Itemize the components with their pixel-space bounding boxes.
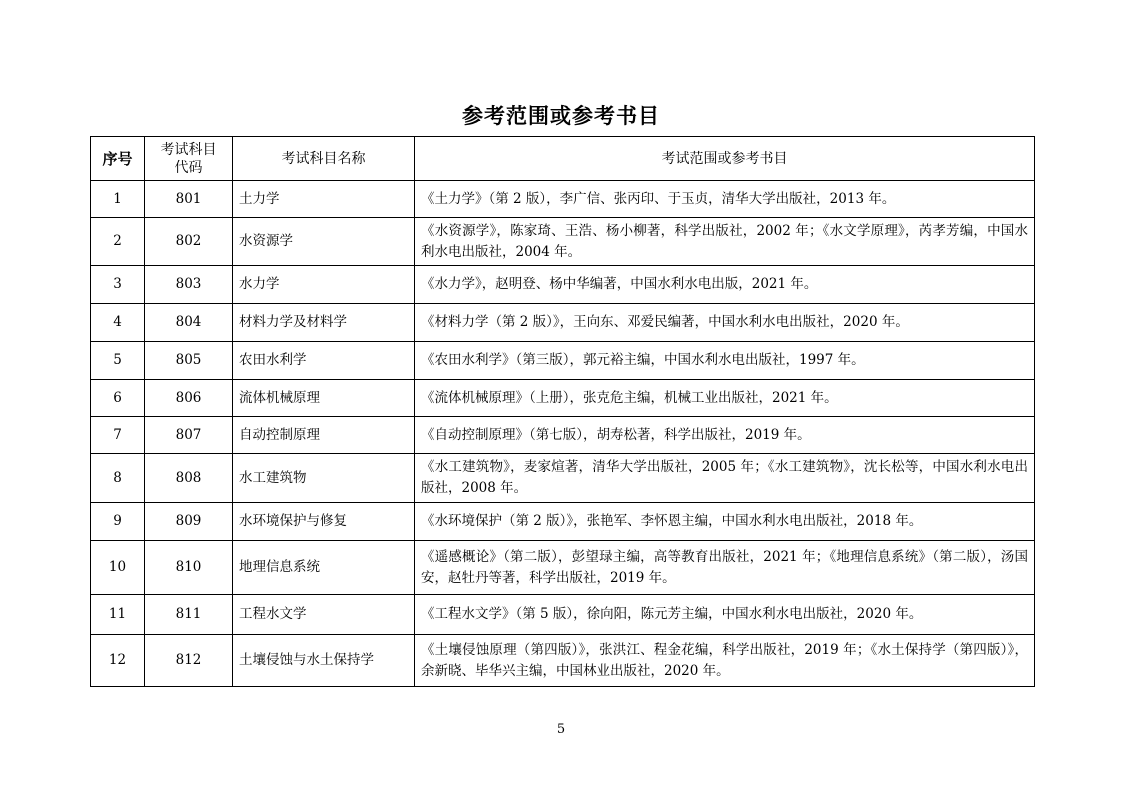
row-refs: 《水力学》，赵明登、杨中华编著，中国水利水电出版，2021 年。 — [415, 266, 1035, 304]
row-refs: 《材料力学（第 2 版）》，王向东、邓爱民编著，中国水利水电出版社，2020 年。 — [415, 304, 1035, 342]
row-seq: 11 — [91, 595, 145, 635]
table-row — [91, 541, 1035, 595]
row-refs: 《水环境保护（第 2 版）》，张艳军、李怀恩主编，中国水利水电出版社，2018 年。 — [415, 503, 1035, 541]
header-code-line1: 考试科目 — [160, 141, 217, 158]
header-refs: 考试范围或参考书目 — [415, 137, 1035, 181]
table-row — [91, 417, 1035, 454]
table-row — [91, 635, 1035, 687]
row-name: 工程水文学 — [233, 595, 415, 635]
reference-table — [90, 136, 1035, 687]
row-name: 自动控制原理 — [233, 417, 415, 454]
row-refs: 《流体机械原理》（上册），张克危主编，机械工业出版社，2021 年。 — [415, 380, 1035, 417]
row-code: 810 — [145, 541, 233, 595]
row-seq: 7 — [91, 417, 145, 454]
page-number: 5 — [556, 722, 566, 737]
row-name: 材料力学及材料学 — [233, 304, 415, 342]
row-seq: 2 — [91, 218, 145, 266]
row-seq: 9 — [91, 503, 145, 541]
row-refs: 《遥感概论》（第二版），彭望琭主编，高等教育出版社，2021 年；《地理信息系统》（第二版），汤国安，赵牡丹等著，科学出版社，2019 年。 — [415, 541, 1035, 595]
row-seq: 12 — [91, 635, 145, 687]
row-name: 土壤侵蚀与水土保持学 — [233, 635, 415, 687]
row-code: 801 — [145, 181, 233, 218]
row-name: 水力学 — [233, 266, 415, 304]
row-code: 805 — [145, 342, 233, 380]
table-header-row — [91, 137, 1035, 181]
row-code: 807 — [145, 417, 233, 454]
header-name: 考试科目名称 — [233, 137, 415, 181]
row-code: 802 — [145, 218, 233, 266]
row-refs: 《农田水利学》（第三版），郭元裕主编，中国水利水电出版社，1997 年。 — [415, 342, 1035, 380]
row-code: 804 — [145, 304, 233, 342]
page-title: 参考范围或参考书目 — [462, 104, 660, 128]
row-name: 农田水利学 — [233, 342, 415, 380]
row-refs: 《水资源学》，陈家琦、王浩、杨小柳著，科学出版社，2002 年；《水文学原理》，芮孝芳编，中国水利水电出版社，2004 年。 — [415, 218, 1035, 266]
table-row — [91, 304, 1035, 342]
header-code — [145, 137, 233, 181]
row-name: 流体机械原理 — [233, 380, 415, 417]
table-row — [91, 595, 1035, 635]
table-row — [91, 266, 1035, 304]
row-refs: 《自动控制原理》（第七版），胡寿松著，科学出版社，2019 年。 — [415, 417, 1035, 454]
row-name: 土力学 — [233, 181, 415, 218]
row-name: 水环境保护与修复 — [233, 503, 415, 541]
table-row — [91, 342, 1035, 380]
table-row — [91, 181, 1035, 218]
header-seq: 序号 — [91, 137, 145, 181]
row-refs: 《水工建筑物》，麦家煊著，清华大学出版社，2005 年；《水工建筑物》，沈长松等，中国水利水电出版社，2008 年。 — [415, 454, 1035, 503]
row-name: 地理信息系统 — [233, 541, 415, 595]
table-row — [91, 503, 1035, 541]
row-seq: 1 — [91, 181, 145, 218]
row-name: 水工建筑物 — [233, 454, 415, 503]
row-code: 808 — [145, 454, 233, 503]
row-seq: 4 — [91, 304, 145, 342]
row-seq: 6 — [91, 380, 145, 417]
row-seq: 10 — [91, 541, 145, 595]
header-code-line2: 代码 — [174, 159, 203, 176]
row-code: 811 — [145, 595, 233, 635]
row-code: 812 — [145, 635, 233, 687]
row-name: 水资源学 — [233, 218, 415, 266]
row-seq: 5 — [91, 342, 145, 380]
table-row — [91, 454, 1035, 503]
row-seq: 8 — [91, 454, 145, 503]
row-refs: 《土壤侵蚀原理（第四版）》，张洪江、程金花编，科学出版社，2019 年；《水土保持学（第四版）》，余新晓、毕华兴主编，中国林业出版社，2020 年。 — [415, 635, 1035, 687]
row-code: 803 — [145, 266, 233, 304]
row-refs: 《工程水文学》（第 5 版），徐向阳，陈元芳主编，中国水利水电出版社，2020 年。 — [415, 595, 1035, 635]
table-row — [91, 380, 1035, 417]
row-code: 806 — [145, 380, 233, 417]
table-row — [91, 218, 1035, 266]
row-seq: 3 — [91, 266, 145, 304]
row-code: 809 — [145, 503, 233, 541]
row-refs: 《土力学》（第 2 版），李广信、张丙印、于玉贞，清华大学出版社，2013 年。 — [415, 181, 1035, 218]
